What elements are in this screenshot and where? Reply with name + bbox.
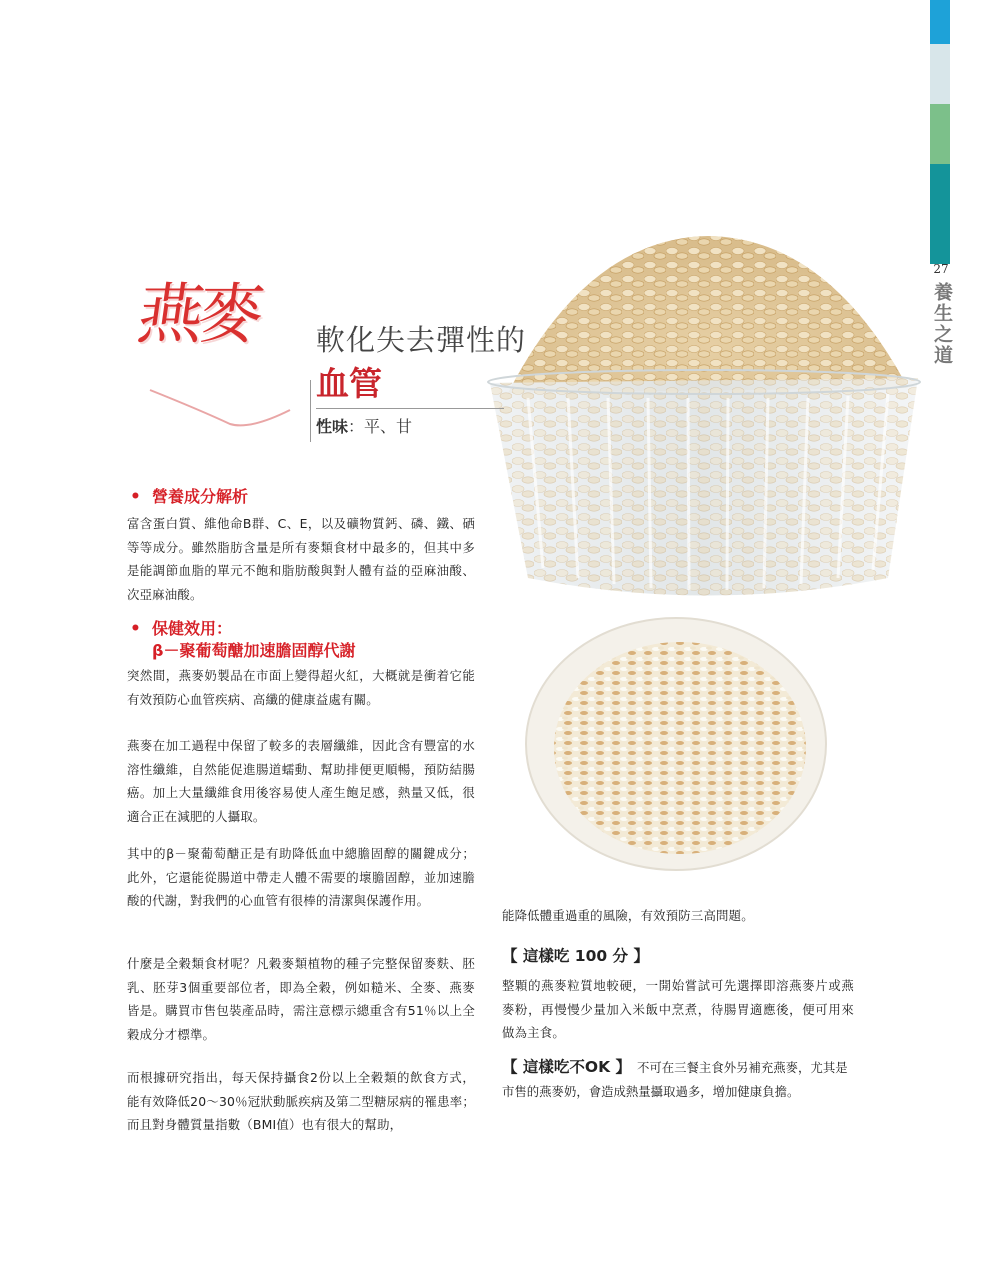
health-paragraph-3: 其中的β－聚葡萄醣正是有助降低血中總膽固醇的關鍵成分；此外，它還能從腸道中帶走人體不需要的壞膽固醇，並加速膽酸的代謝，對我們的心血管有很棒的清潔與保護作用。 [127,846,475,908]
bullet-icon: • [130,487,141,507]
color-tab-green [930,104,950,164]
health-subheading: β－聚葡萄醣加速膽固醇代謝 [152,641,356,660]
eat-ok-text: 整顆的燕麥粒質地較硬，一開始嘗試可先選擇即溶燕麥片或燕麥粉，再慢慢少量加入米飯中烹煮，待腸胃適應後，便可用來做為主食。 [502,978,854,1040]
health-paragraph-2: 燕麥在加工過程中保留了較多的表層纖維，因此含有豐富的水溶性纖維，自然能促進腸道蠕動、幫助排便更順暢，預防結腸癌。加上大量纖維食用後容易使人產生飽足感，熱量又低，很適合正在減肥的人攝取。 [127,738,475,824]
nutrition-heading-text: 營養成分解析 [152,487,249,506]
eat-bad-heading: 【 這樣吃不OK 】 [502,1058,631,1076]
title-divider [316,408,504,409]
subtitle-line-1: 軟化失去彈性的 [316,323,527,357]
bullet-icon: • [130,619,141,639]
color-tab-blue [930,0,950,44]
property-value: ：平、甘 [348,417,413,436]
health-heading [130,616,232,639]
health-heading-text: 保健效用： [152,619,233,638]
health-paragraph-1: 突然間，燕麥奶製品在市面上變得超火紅，大概就是衝着它能有效預防心血管疾病、高纖的健康益處有關。 [127,668,475,707]
nutrition-text: 富含蛋白質、維他命B群、C、E，以及礦物質鈣、磷、鐵、硒等等成分。雖然脂肪含量是所有麥類食材中最多的，但其中多是能調節血脂的單元不飽和脂肪酸與對人體有益的亞麻油酸、次亞麻油酸。 [127,516,475,602]
page-number: 27 [933,262,949,276]
oats-bowl-image [468,218,938,610]
health-paragraph-5: 而根據研究指出，每天保持攝食2份以上全穀類的飲食方式，能有效降低20～30％冠狀動脈疾病及第二型糖尿病的罹患率；而且對身體質量指數（BMI值）也有很大的幫助， [127,1070,475,1132]
property-label: 性味 [316,417,349,436]
continuation-text: 能降低體重過重的風險，有效預防三高問題。 [502,908,754,923]
title-swash-decoration [140,380,300,430]
health-paragraph-4: 什麼是全穀類食材呢？凡穀麥類植物的種子完整保留麥麩、胚乳、胚芽3個重要部位者，即為全穀，例如糙米、全麥、燕麥皆是。購買市售包裝產品時，需注意標示總重含有51％以上全穀成分才標準。 [127,956,475,1042]
nutrition-heading [130,484,248,507]
main-title: 燕麥 [132,276,264,353]
property-line [316,414,412,437]
eat-ok-heading: 【 這樣吃 100 分 】 [502,947,649,965]
color-tab-light [930,44,950,104]
oat-rice-bowl-image [524,616,828,872]
eat-bad-block [502,1056,854,1103]
section-label: 養生之道 [931,282,953,366]
eat-bad-text: 不可在三餐主食外另補充燕麥，尤其是市售的燕麥奶，會造成熱量攝取過多，增加健康負擔。 [502,1060,848,1099]
subtitle-line-2: 血管 [316,364,382,403]
title-divider-vertical [310,380,311,442]
